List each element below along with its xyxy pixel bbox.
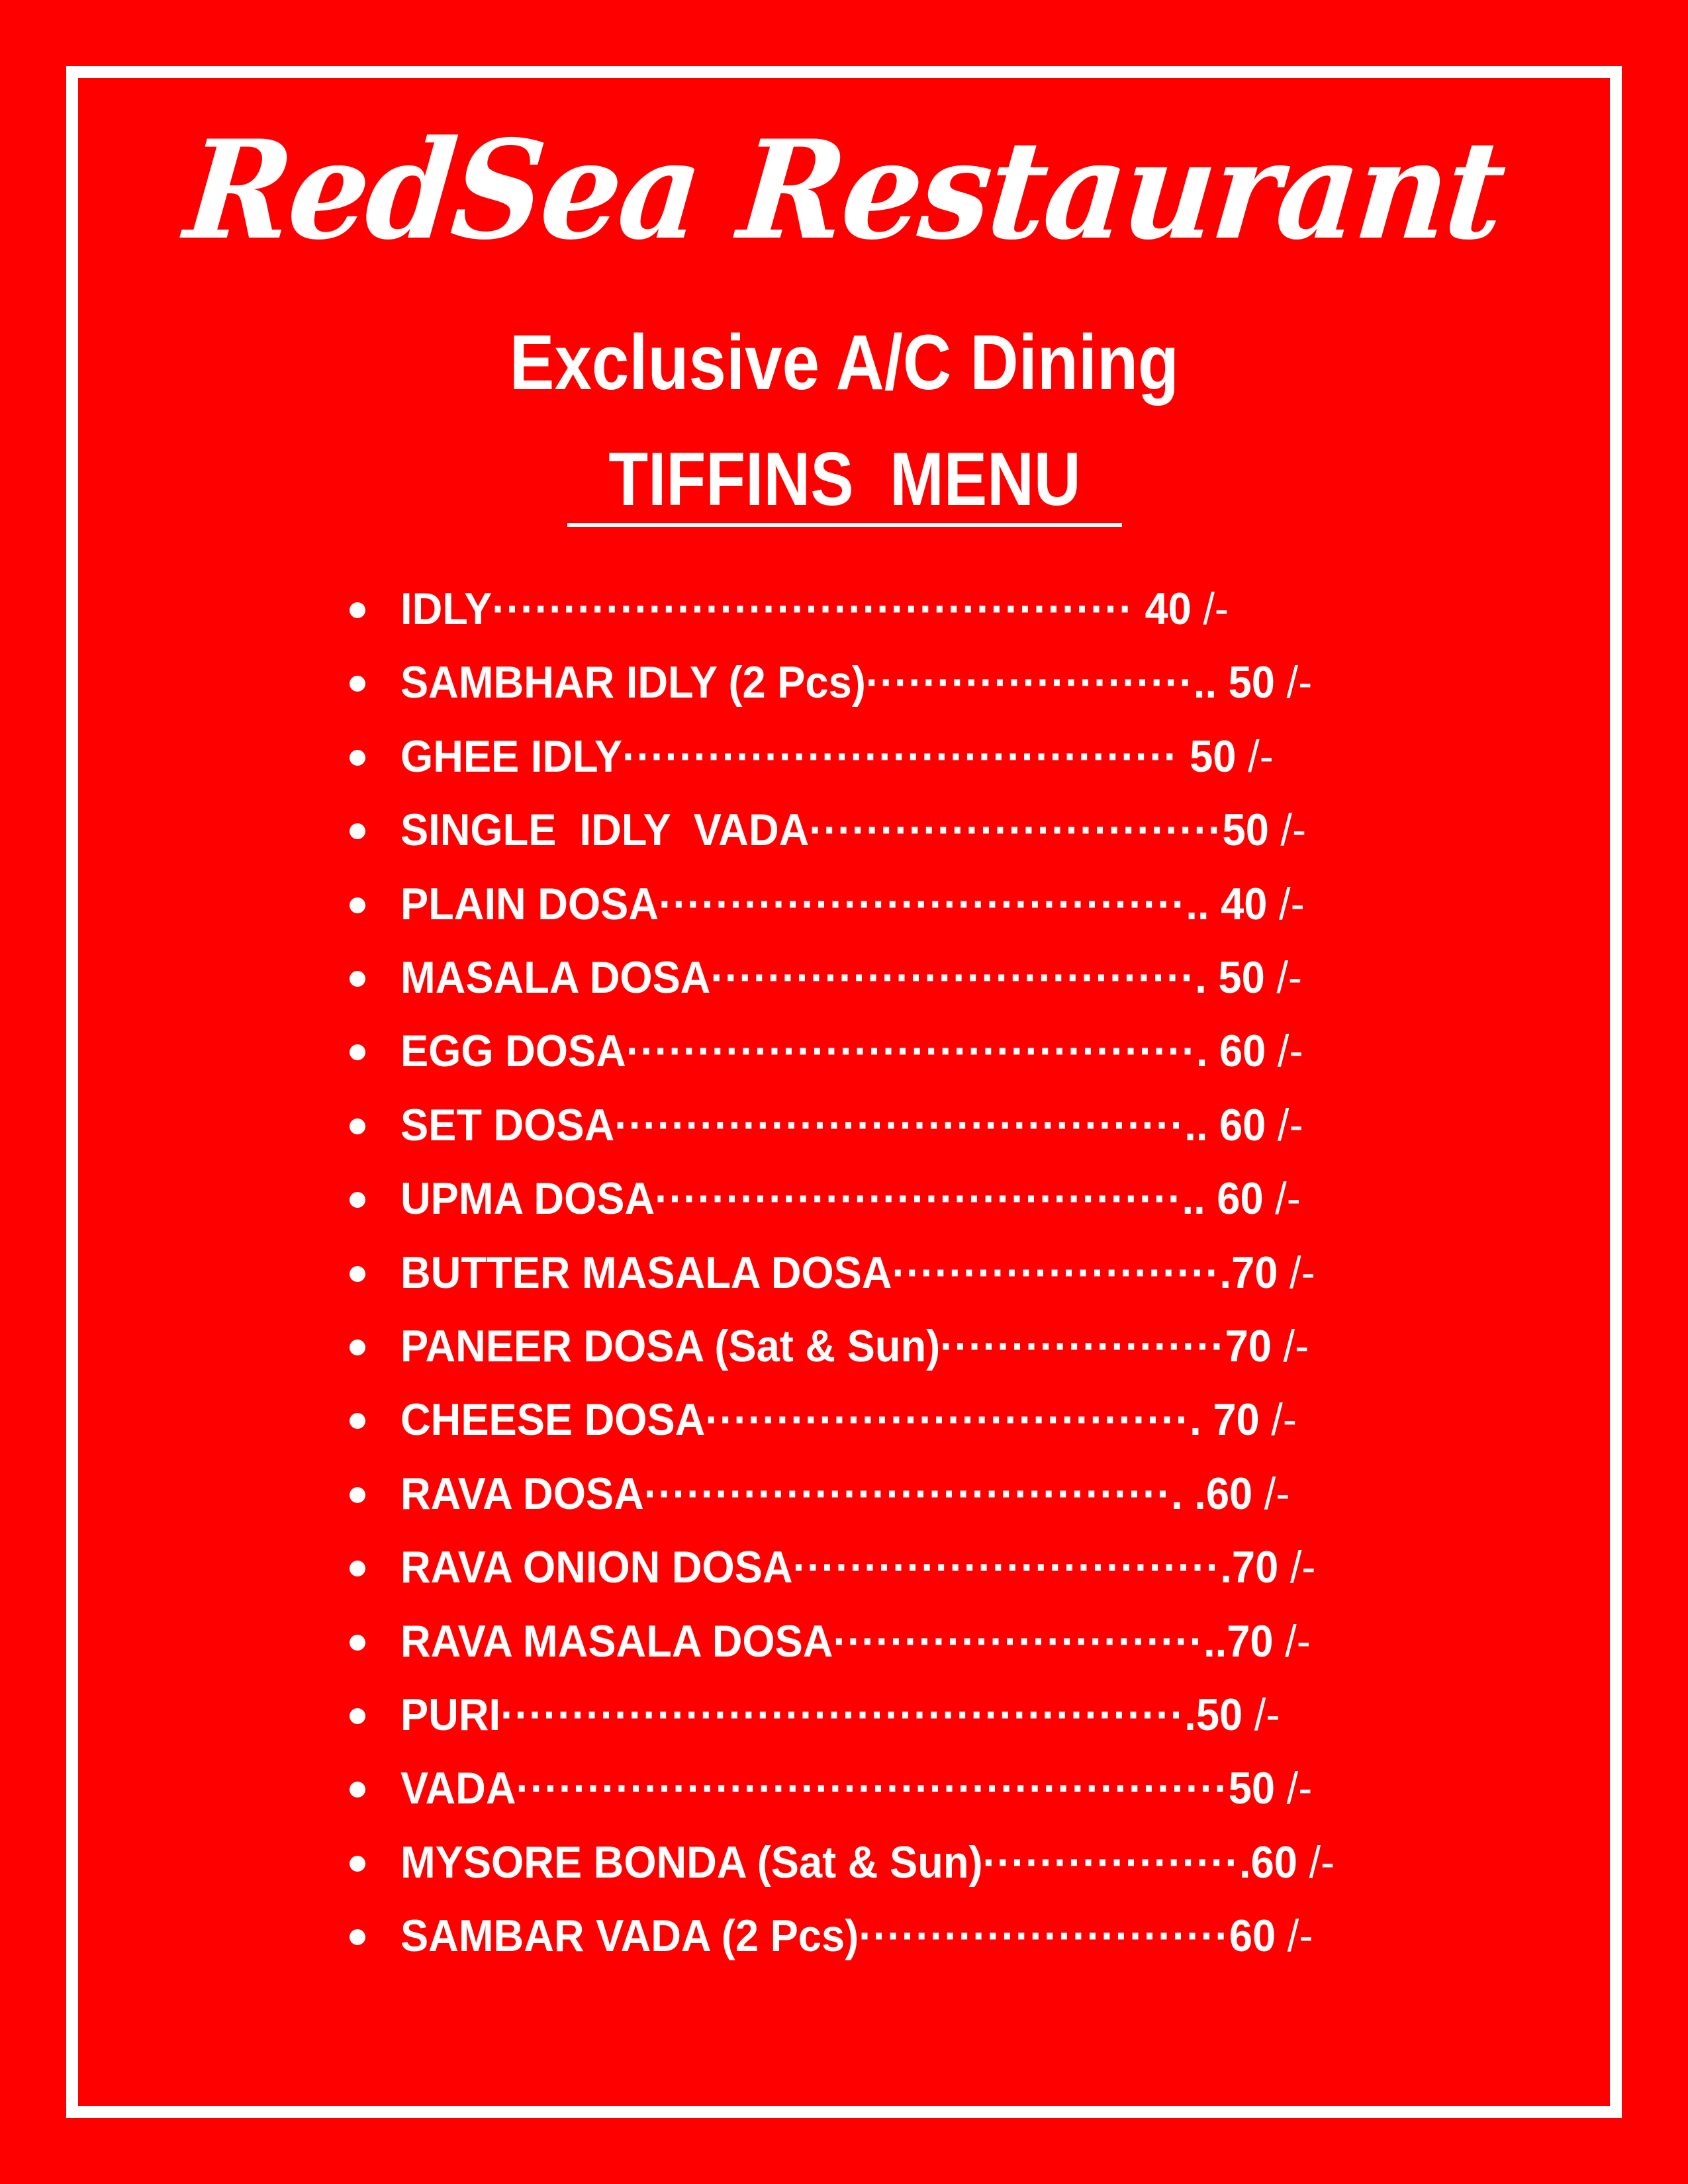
menu-item-price: 50 [1228, 657, 1275, 708]
menu-item-line [400, 656, 1312, 709]
price-suffix: /- [1273, 1615, 1311, 1666]
bullet-icon [350, 1487, 365, 1503]
menu-item-line [400, 582, 1229, 635]
dot-leader: ·································· [705, 1394, 1190, 1445]
bullet-icon [350, 750, 365, 766]
menu-item-price: 40 [1221, 878, 1268, 929]
price-suffix: /- [1267, 878, 1305, 929]
bullet-icon [350, 1561, 365, 1576]
menu-item-price: 70 [1227, 1615, 1274, 1666]
price-suffix: /- [1276, 1911, 1313, 1962]
menu-item-name: GHEE IDLY [400, 731, 623, 782]
menu-item-name: MYSORE BONDA (Sat & Sun) [400, 1837, 983, 1888]
price-prefix: .. [1184, 1099, 1219, 1150]
price-prefix: . [1220, 1542, 1232, 1593]
price-suffix: /- [1266, 1099, 1303, 1150]
menu-heading: TIFFINS MENU [608, 437, 1081, 522]
bullet-icon [350, 823, 365, 839]
menu-item-line [400, 1909, 1313, 1962]
price-prefix: . . [1171, 1468, 1206, 1519]
menu-item-line [400, 1762, 1312, 1815]
dot-leader: ·················································· [516, 1763, 1229, 1814]
menu-item-name: RAVA MASALA DOSA [400, 1615, 833, 1666]
menu-item-line [400, 730, 1274, 783]
menu-item-price: 50 [1222, 805, 1269, 856]
menu-item-line [400, 803, 1306, 856]
price-suffix: /- [1259, 1394, 1297, 1445]
menu-item-name: RAVA ONION DOSA [400, 1542, 793, 1593]
menu-item-name: MASALA DOSA [400, 952, 711, 1003]
menu-item-name: UPMA DOSA [400, 1173, 655, 1224]
price-suffix: /- [1278, 1542, 1316, 1593]
dot-leader: ····································· [659, 878, 1186, 929]
menu-item-price: 60 [1229, 1911, 1276, 1962]
menu-item-name: CHEESE DOSA [400, 1394, 706, 1445]
price-suffix: /- [1236, 731, 1274, 782]
menu-item-line [400, 1024, 1303, 1077]
menu-item-line [400, 1615, 1311, 1668]
menu-item-line [400, 951, 1302, 1004]
price-prefix: . [1239, 1837, 1251, 1888]
menu-item-name: PURI [400, 1690, 501, 1740]
dot-leader: ·································· [710, 952, 1196, 1003]
price-suffix: /- [1275, 1763, 1313, 1814]
dot-leader: ·························· [859, 1911, 1229, 1962]
menu-item-name: RAVA DOSA [400, 1468, 644, 1519]
menu-item-price: 60 [1219, 1099, 1266, 1150]
dot-leader: ······································· [622, 731, 1178, 782]
menu-item-price: 50 [1190, 731, 1237, 782]
menu-item-line [400, 878, 1305, 931]
menu-item-name: BUTTER MASALA DOSA [400, 1247, 892, 1298]
dot-leader: ·················· [982, 1837, 1239, 1888]
dot-leader: ····························· [809, 805, 1223, 856]
bullet-icon [350, 1266, 365, 1282]
price-prefix [1178, 731, 1190, 782]
menu-item-name: VADA [400, 1763, 516, 1814]
price-suffix: /- [1243, 1690, 1280, 1740]
dot-leader: ········································ [614, 1099, 1185, 1150]
menu-item-price: 60 [1205, 1468, 1253, 1519]
menu-item-name: SAMBHAR IDLY (2 Pcs) [400, 657, 866, 708]
menu-item-name: SINGLE IDLY VADA [400, 805, 810, 856]
menu-item-name: SAMBAR VADA (2 Pcs) [400, 1911, 859, 1962]
dot-leader: ····································· [643, 1468, 1172, 1519]
bullet-icon [350, 971, 365, 987]
menu-item-price: 50 [1218, 952, 1265, 1003]
price-prefix: .. [1203, 1615, 1227, 1666]
bullet-icon [350, 1340, 365, 1355]
bullet-icon [350, 1635, 365, 1651]
price-suffix: /- [1263, 1173, 1301, 1224]
price-prefix: . [1195, 952, 1219, 1003]
price-prefix: .. [1182, 1173, 1217, 1224]
menu-item-line [400, 1393, 1297, 1446]
price-suffix: /- [1297, 1837, 1335, 1888]
dot-leader: ·························· [833, 1615, 1204, 1666]
dining-subtitle: Exclusive A/C Dining [509, 319, 1180, 406]
price-suffix: /- [1274, 657, 1313, 708]
menu-item-name: PANEER DOSA (Sat & Sun) [400, 1321, 941, 1371]
price-prefix: . [1219, 1247, 1232, 1298]
menu-item-line [400, 1688, 1280, 1741]
price-suffix: /- [1266, 1026, 1303, 1077]
menu-item-price: 70 [1225, 1321, 1272, 1371]
price-prefix: .. [1193, 657, 1229, 708]
menu-item-price: 70 [1231, 1247, 1278, 1298]
price-prefix: . [1190, 1394, 1213, 1445]
dot-leader: ······························ [792, 1542, 1221, 1593]
menu-item-price: 60 [1217, 1173, 1264, 1224]
price-suffix: /- [1268, 805, 1307, 856]
menu-item-name: PLAIN DOSA [400, 878, 659, 929]
menu-item-price: 70 [1231, 1542, 1279, 1593]
price-suffix: /- [1191, 584, 1229, 634]
restaurant-title: RedSea Restaurant [179, 111, 1510, 270]
dot-leader: ····································· [655, 1173, 1182, 1224]
price-prefix: . [1184, 1690, 1196, 1740]
menu-item-line [400, 1541, 1315, 1594]
dot-leader: ············································· [492, 584, 1133, 634]
dot-leader: ······················· [865, 657, 1194, 708]
bullet-icon [350, 1856, 365, 1872]
menu-item-price: 40 [1145, 584, 1192, 634]
dot-leader: ······················· [892, 1247, 1220, 1298]
menu-item-price: 50 [1196, 1690, 1243, 1740]
price-suffix: /- [1252, 1468, 1290, 1519]
price-prefix: .. [1186, 878, 1221, 929]
price-suffix: /- [1264, 952, 1302, 1003]
menu-heading-underline [567, 523, 1122, 527]
bullet-icon [350, 1192, 365, 1208]
menu-item-name: SET DOSA [400, 1099, 615, 1150]
menu-heading-block [567, 437, 1122, 529]
bullet-icon [350, 1708, 365, 1724]
dot-leader: ········································ [626, 1026, 1196, 1077]
price-prefix: . [1196, 1026, 1219, 1077]
price-suffix: /- [1271, 1321, 1309, 1371]
menu-item-name: EGG DOSA [400, 1026, 626, 1077]
bullet-icon [350, 602, 365, 618]
bullet-icon [350, 897, 365, 913]
price-prefix [1133, 584, 1145, 634]
menu-item-price: 60 [1219, 1026, 1266, 1077]
menu-item-line [400, 1836, 1335, 1889]
menu-item-name: IDLY [400, 584, 492, 634]
bullet-icon [350, 1929, 365, 1945]
dot-leader: ···················· [940, 1321, 1225, 1371]
menu-item-line [400, 1099, 1303, 1152]
price-suffix: /- [1278, 1247, 1315, 1298]
menu-item-price: 60 [1250, 1837, 1297, 1888]
menu-item-line [400, 1467, 1289, 1520]
menu-item-line [400, 1246, 1315, 1299]
menu-item-price: 50 [1228, 1763, 1276, 1814]
menu-item-line [400, 1172, 1301, 1225]
menu-item-price: 70 [1213, 1394, 1260, 1445]
dot-leader: ················································ [500, 1690, 1185, 1740]
bullet-icon [350, 1118, 365, 1134]
menu-item-line [400, 1320, 1309, 1373]
